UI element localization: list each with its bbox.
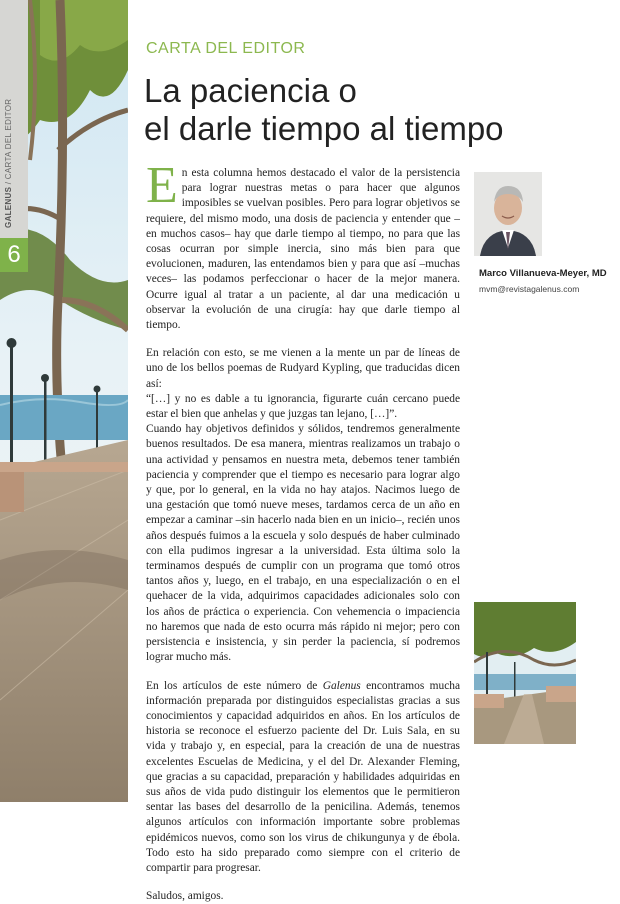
sidebar-magazine-name: GALENUS	[4, 186, 13, 228]
paragraph-intro	[146, 157, 460, 333]
summary-text-b: encontramos mucha información preparada por distinguidos especialistas gracias a sus conocimientos y capacidad adquiridos en años. En los artículos de historia se reconoce el esfuerzo paciente del Dr. Luis Sala, en su vida y trabajo y, en especial, para la creación de una de nuestras excelentes Escuelas de Medicina, y el del Dr. Alexander Fleming, que gracias a su capacidad, preparación y habilidades adquiridas en sus años de vida pudo distinguir los elementos que le permitieron sentar las bases del desarrollo de la penicilina. Además, tenemos algunos artículos con información importante sobre problemas epidémicos nuevos, como son los virus de chikungunya y de ébola. Todo esto ha sido preparado como siempre con el criterio de compartir para progresar.	[146, 679, 460, 874]
closing-greeting: Saludos, amigos.	[146, 890, 224, 903]
drop-cap: E	[146, 157, 178, 214]
sidebar-tab	[0, 0, 28, 802]
sidebar-section-name: CARTA DEL EDITOR	[4, 98, 13, 180]
paragraph-intro-text: n esta columna hemos destacado el valor de la persistencia para lograr nuestras metas o para hacer que algunos imposibles se vuelvan posibles. Pero para lograr objetivos se requiere, del mismo modo, una dosis de paciencia y entender que –en muchos casos– hay que darle tiempo al tiempo, no para que las cosas ocurran por simple inercia, sino más bien para que evolucionen, maduren, las entendamos bien y para que así –muchas veces– las podamos perfeccionar o hacer de la mejor manera. Ocurre igual al tratar a un paciente, al dar una medicación u observar la evolución de una cirugía: hay que darle tiempo al tiempo.	[146, 167, 460, 332]
sidebar-separator: /	[4, 179, 13, 187]
title-line-1: La paciencia o	[144, 72, 357, 109]
paragraph-patience: Cuando hay objetivos definidos y sólidos, tendremos generalmente buenos resultados. De esa manera, mientras realizamos un trabajo o una actividad y pensamos en nuestra meta, debemos tener también paciencia y comprender que el tiempo es necesario para lograr algo y que, por lo general, en la vida no hay atajos. Nacimos luego de una gestación que tomó nueve meses, tardamos cerca de un año en empezar a caminar –sin hacerlo nada bien en un inicio–, recién unos años después fuimos a la escuela y solo después de haber culminado con ella pudimos ingresar a la universidad. Esta última solo la terminamos después de cumplir con un programa que tomó otros tantos años y, luego, en el trabajo, en una especialización o en el quehacer de la vida, adquirimos capacidades adicionales solo con los años de práctica o experiencia. Con vehemencia o impaciencia no haremos que nada de esto ocurra más rápido ni mejor; pero con persistencia e insistencia, y sin perder la paciencia, sí podremos lograr mucho más.	[146, 423, 460, 664]
magazine-name-italic: Galenus	[322, 679, 361, 692]
author-name: Marco Villanueva-Meyer, MD	[479, 268, 607, 279]
author-email-link[interactable]: mvm@revistagalenus.com	[479, 284, 580, 294]
section-label: CARTA DEL EDITOR	[146, 40, 306, 57]
paragraph-kypling-intro: En relación con esto, se me vienen a la mente un par de líneas de uno de los bellos poemas de Rudyard Kypling, que traducidas dicen así:	[146, 347, 460, 390]
promenade-thumbnail	[474, 602, 576, 744]
sidebar-running-label	[4, 98, 24, 328]
author-portrait	[474, 172, 542, 256]
page-title	[144, 72, 604, 148]
title-line-2: el darle tiempo al tiempo	[144, 110, 504, 147]
article-body	[146, 157, 460, 904]
page-number: 6	[7, 241, 21, 268]
paragraph-issue-summary	[146, 679, 460, 877]
poem-quote: “[…] y no es dable a tu ignorancia, figurarte cuán cercano puede estar el bien que anhelas y que juzgas tan lejano, […]”.	[146, 392, 460, 421]
summary-text-a: En los artículos de este número de	[146, 679, 323, 692]
